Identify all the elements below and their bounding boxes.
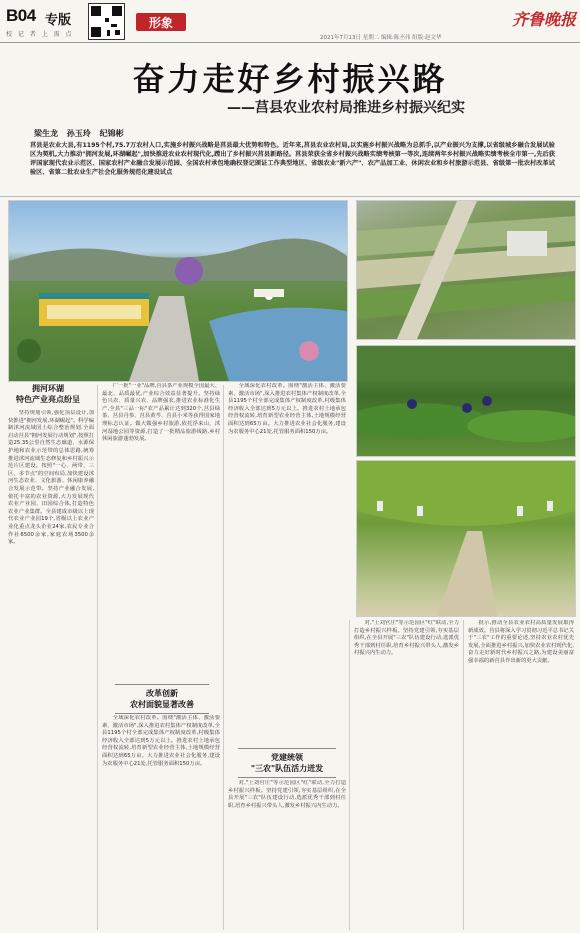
section-heading-2-text: 改革创新 农村面貌显著改善	[130, 689, 194, 709]
column-separator	[223, 385, 224, 930]
text-column-1	[8, 410, 94, 930]
section-heading-2	[115, 684, 209, 714]
issue-meta: 2021年7月13日 星期二 编辑:陈丕伟 组版:赵文华	[320, 35, 442, 41]
tea-pickers-photo	[356, 345, 576, 457]
section-heading-1-text: 拥河环湖 特色产业亮点纷呈	[16, 384, 80, 404]
lead-paragraph: 莒县是农业大县,有1195个村,75.7万农村人口,实施乡村振兴战略是莒县最大优势和特色。近年来,莒县农业农村局,以实施乡村振兴战略为总抓手,以产业振兴为支撑,以省级城乡融合发展试验区为契机,大力推动"拥河发展,环湖崛起",加快推进农业农村现代化,蹚出了乡村振兴莒县新路径。莒县荣获全省乡村振兴战略实绩考核第一等次,连续两年乡村振兴战略实绩考核全市第一,先后获评国家现代农业示范区、国家农村产业融合发展示范园、全国农村承包地确权登记颁证工作典型地区、省级农业"新六产"、农产品加工业、休闲农业和乡村旅游示范县、省级第一批农村改革试验区、省第二批农业生产社会化服务规范化建设试点	[30, 142, 555, 176]
article-subtitle: ——莒县农业农村局推进乡村振兴纪实	[227, 100, 465, 116]
text-column-2b	[102, 715, 220, 930]
column-separator	[463, 620, 464, 930]
column-5-text: 批示,推动全县农业农村高质量发展取得新成效。莒县将深入学习贯彻习近平总书记关于"三农"工作的重要论述,坚持农业农村优先发展,全面推进乡村振兴,加快农业农村现代化,奋力走好新时代乡村振兴之路,为建设美丽富强幸福的新莒县作出新的更大贡献。	[468, 620, 574, 664]
column-separator	[349, 620, 350, 930]
byline: 梁生龙 孙玉玲 纪锦彬	[34, 129, 124, 138]
column-2b-text: 全域深化农村改革。围绕"激活主体、激活要素、激活市场",深入推进农村集体产权制度改革,全县1195个村全部完成集体产权制度改革,村级集体经济收入全部达到5万元以上。推进农村土地承包经营权流转,培育新型农业经营主体,土地规模经营面积达到65万亩。大力推进农业社会化服务,建设为农服务中心21处,托管服务面积150万亩。	[102, 715, 220, 767]
column-2-text: 广一批"一业"品牌,莒县茶产业规模全国最大、最北、品质最优,产业综合效益显著提升。坚持绿色兴农、质量兴农、品牌强农,推进农业标准化生产,全县"三品一标"农产品累计达到320个,莒县绿茶、莒县丹参、莒县黄芩、莒县小米等获得国家地理标志认证。做大做强乡村旅游,依托浮来山、沭河湿地公园等资源,打造了一批精品旅游线路,乡村休闲旅游蓬勃发展。	[102, 383, 220, 443]
section-heading-3-text: 党建统领 "三农"队伍活力迸发	[250, 753, 324, 773]
page-number: B04	[6, 6, 36, 25]
grape-trellis-photo	[356, 460, 576, 617]
column-3b-text: 对,"上刘官庄"等示范园区"红"联动,全力打造乡村振兴样板。坚持党建引领,夯实基层组织,在全县开展"三农"队伍建设行动,选派优秀干部到村任职,培育乡村振兴带头人,激发乡村振兴内生动力。	[228, 780, 346, 809]
header-divider	[0, 42, 580, 43]
section-tag: 形象	[136, 13, 186, 31]
text-column-3	[228, 383, 346, 743]
column-4-text: 对,"上刘官庄"等示范园区"红"联动,全力打造乡村振兴样板。坚持党建引领,夯实基层组织,在全县开展"三农"队伍建设行动,选派优秀干部到村任职,培育乡村振兴带头人,激发乡村振兴内生动力。	[354, 620, 459, 657]
column-3-text: 全域深化农村改革。围绕"激活主体、激活要素、激活市场",深入推进农村集体产权制度改革,全县1195个村全部完成集体产权制度改革,村级集体经济收入全部达到5万元以上。推进农村土地承包经营权流转,培育新型农业经营主体,土地规模经营面积达到65万亩。大力推进农业社会化服务,建设为农服务中心21处,托管服务面积150万亩。	[228, 383, 346, 435]
edition-label: 专版	[45, 13, 72, 28]
text-column-3b	[228, 780, 346, 930]
text-column-2	[102, 383, 220, 683]
lake-building-photo	[8, 200, 348, 382]
text-column-5	[468, 620, 574, 930]
column-1-text: 坚持规划引领,强化顶层设计,加快推进"拥河发展,环湖崛起"。科学编制沭河流域国土综合整治规划,全面启动莒县"拥河发展行动规划",按照打造25.35公里自然生态廊道、水源保护地和农业示范带的总体思路,统筹推进沭河流域生态修复和乡村振兴示范片区建设。按照"一心、两带、三区、多节点"的空间布局,加快建设沭河生态农业、文化旅游、休闲康养融合发展示范带。坚持产业融合发展,依托丰富的农业资源,大力发展现代农业产业园、田园综合体,打造特色农业产业集群。全县建成市级以上现代农业产业园19个,省级以上农业产业化重点龙头企业24家,农民专业合作社6500余家,家庭农场3500余家。	[8, 410, 94, 546]
text-column-4	[354, 620, 459, 930]
section-heading-3	[238, 748, 336, 778]
header-sub-labels: 校 记 者 上 需 点	[6, 31, 74, 38]
qr-code-icon	[88, 3, 125, 40]
section-heading-1	[8, 383, 88, 405]
article-title: 奋力走好乡村振兴路	[132, 60, 448, 98]
column-separator	[97, 385, 98, 930]
newspaper-logo: 齐鲁晚报	[512, 10, 577, 29]
lead-divider	[0, 196, 580, 197]
farm-fields-photo	[356, 200, 576, 340]
